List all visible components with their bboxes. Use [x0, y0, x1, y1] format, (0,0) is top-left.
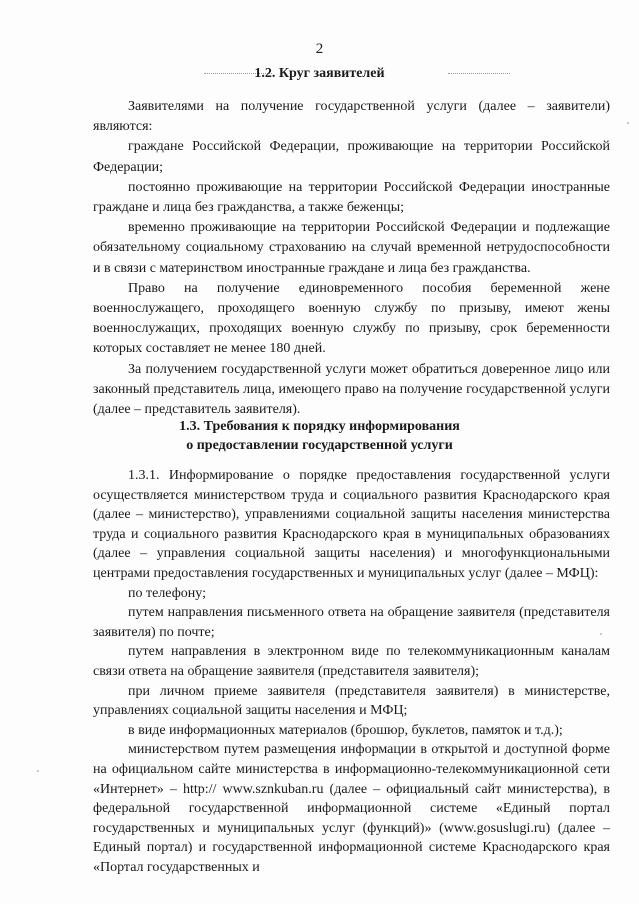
- paragraph: при личном приеме заявителя (представителя заявителя) в министерстве, управлениях социальной защиты населения и МФЦ;: [93, 683, 610, 719]
- section-13-body: [93, 466, 610, 877]
- paragraph: временно проживающие на территории Российской Федерации и подлежащие обязательному социальному страхованию на случай временной нетрудоспособности и в связи с материнством иностранные граждане и лица без гражданства.: [93, 220, 610, 276]
- paragraph: Заявителями на получение государственной услуги (далее – заявители) являются:: [93, 99, 610, 135]
- section-12-body: [93, 97, 610, 420]
- heading-line-2: о предоставлении государственной услуги: [186, 438, 453, 453]
- paragraph: по телефону;: [128, 585, 206, 601]
- paragraph: путем направления письменного ответа на обращение заявителя (представителя заявителя) по почте;: [93, 605, 610, 640]
- paragraph: министерством путем размещения информации в открытой и доступной форме на официальном сайте министерства в информационно-телекоммуникационной сети «Интернет» – http:// www.sznkuban.ru (далее – официальный сайт министерства), в федеральной государственной информационной системе «Единый портал государственных и муниципальных услуг (функций)» (www.gosuslugi.ru) (далее – Единый портал) и государственной информационной системе Краснодарского края «Портал государственных и: [93, 742, 610, 875]
- section-heading-informing: [0, 417, 639, 455]
- section-heading-applicants: 1.2. Круг заявителей: [254, 66, 385, 81]
- paragraph: путем направления в электронном виде по телекоммуникационным каналам связи ответа на обращение заявителя (представителя заявителя);: [93, 644, 610, 679]
- paragraph: в виде информационных материалов (брошюр, буклетов, памяток и т.д.);: [128, 722, 563, 738]
- scan-speck: [600, 633, 602, 635]
- scan-speck: [37, 770, 39, 772]
- paragraph: Право на получение единовременного пособия беременной жене военнослужащего, проходящего военную службу по призыву, имеют жены военнослужащих, проходящих военную службу по призыву, срок беременности которых составляет не менее 180 дней.: [93, 280, 610, 357]
- paragraph: 1.3.1. Информирование о порядке предоставления государственной услуги осуществляется министерством труда и социального развития Краснодарского края (далее – министерство), управлениями социальной защиты населения министерства труда и социального развития Краснодарского края в муниципальных образованиях (далее – управления социальной защиты населения) и многофункциональными центрами предоставления государственных и муниципальных услуг (далее – МФЦ):: [93, 468, 610, 581]
- page-number: 2: [315, 41, 324, 57]
- scan-speck: [627, 122, 629, 124]
- paragraph: За получением государственной услуги может обратиться доверенное лицо или законный представитель лица, имеющего право на получение государственной услуги (далее – представитель заявителя).: [93, 361, 610, 418]
- paragraph: постоянно проживающие на территории Российской Федерации иностранные граждане и лица без гражданства, а также беженцы;: [93, 179, 610, 216]
- paragraph: граждане Российской Федерации, проживающие на территории Российской Федерации;: [93, 139, 610, 175]
- heading-line-1: 1.3. Требования к порядку информирования: [179, 419, 460, 434]
